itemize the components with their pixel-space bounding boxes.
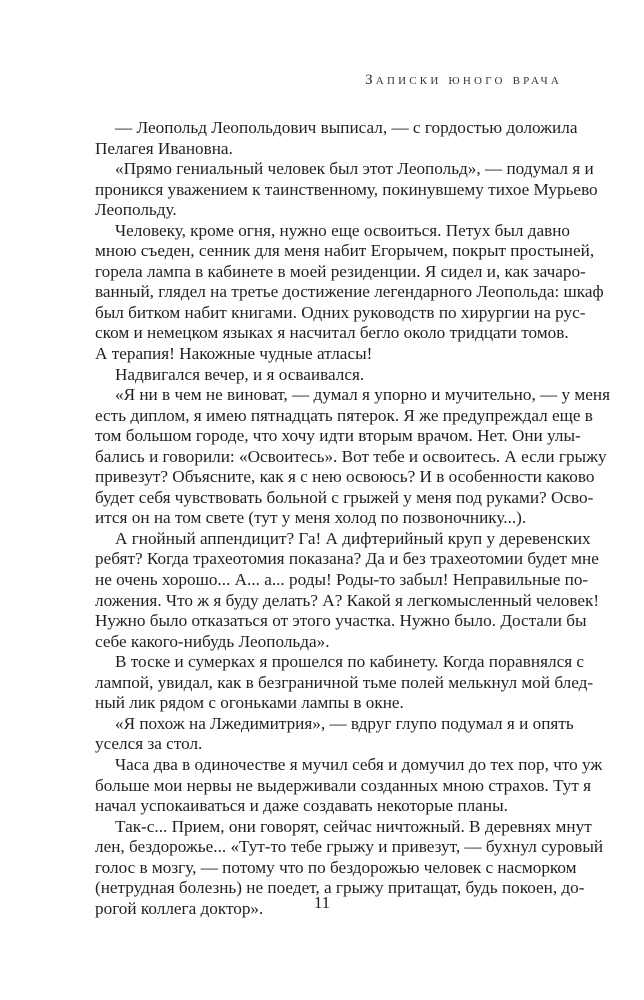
running-header: Записки юного врача — [365, 72, 562, 88]
text-line: «Я ни в чем не виноват, — думал я упорно и мучительно, — у меня — [115, 385, 611, 405]
text-line: ском и немецком языках я насчитал бегло около тридцати томов. — [95, 323, 569, 343]
text-line: Леопольду. — [95, 200, 177, 220]
text-line: бались и говорили: «Освоитесь». Вот тебе и освоитесь. А если грыжу — [95, 446, 607, 466]
text-line: Человеку, кроме огня, нужно еще освоиться. Петух был давно — [115, 220, 571, 240]
paragraph — [95, 713, 574, 755]
text-line: Часа два в одиночестве я мучил себя и домучил до тех пор, что уж — [115, 754, 603, 774]
text-line: мною съеден, сенник для меня набит Егорычем, покрыт простыней, — [95, 241, 595, 261]
text-line: лен, бездорожье... «Тут-то тебе грыжу и привезут, — бухнул суровый — [95, 837, 604, 857]
text-line: (нетрудная болезнь) не поедет, а грыжу притащат, будь покоен, до- — [95, 878, 585, 898]
text-line: ложения. Что ж я буду делать? А? Какой я легкомысленный человек! — [95, 590, 600, 610]
text-line: — Леопольд Леопольдович выписал, — с гордостью доложила — [115, 118, 578, 137]
text-line: А гнойный аппендицит? Га! А дифтерийный круп у деревенских — [115, 528, 591, 548]
text-line: начал успокаиваться и даже создавать некоторые планы. — [95, 796, 508, 816]
text-line: ребят? Когда трахеотомия показана? Да и без трахеотомии будет мне — [95, 549, 599, 569]
body-text — [95, 118, 611, 919]
paragraph — [95, 220, 604, 365]
text-line: горела лампа в кабинете в моей резиденции. Я сидел и, как зачаро- — [95, 261, 586, 281]
text-line: том большом городе, что хочу идти вторым врачом. Нет. Они улы- — [95, 426, 581, 446]
text-line: себе какого-нибудь Леопольда». — [95, 631, 330, 651]
text-line: Надвигался вечер, и я осваивался. — [115, 364, 365, 384]
page-number: 11 — [313, 893, 331, 912]
paragraph — [95, 652, 594, 714]
paragraph — [95, 159, 598, 221]
text-line: был битком набит книгами. Одних руководств по хирургии на рус- — [95, 302, 586, 322]
text-line: уселся за стол. — [95, 734, 203, 754]
text-line: больше мои нервы не выдерживали созданных мною страхов. Тут я — [95, 775, 592, 795]
paragraph — [95, 118, 578, 159]
text-line: не очень хорошо... А... а... роды! Роды-то забыл! Неправильные по- — [95, 570, 589, 590]
text-line: голос в мозгу, — потому что по бездорожью человек с насморком — [95, 857, 577, 877]
text-line: ванный, глядел на третье достижение легендарного Леопольда: шкаф — [95, 282, 604, 302]
text-line: «Я похож на Лжедимитрия», — вдруг глупо подумал я и опять — [115, 713, 574, 733]
text-line: «Прямо гениальный человек был этот Леопольд», — подумал я и — [115, 159, 594, 179]
text-line: есть диплом, я имею пятнадцать пятерок. Я же предупреждал еще в — [95, 405, 593, 425]
text-line: проникся уважением к таинственному, покинувшему тихое Мурьево — [95, 179, 598, 199]
text-line: лампой, увидал, как в безграничной тьме полей мелькнул мой блед- — [95, 672, 594, 692]
paragraph — [95, 385, 611, 529]
text-line: А терапия! Накожные чудные атласы! — [95, 344, 373, 364]
text-line: привезут? Объясните, как я с нею освоюсь? И в особенности каково — [95, 467, 595, 487]
text-line: Пелагея Ивановна. — [95, 138, 233, 158]
paragraph — [95, 365, 563, 386]
text-line: будет себя чувствовать больной с грыжей у меня под руками? Осво- — [95, 487, 594, 507]
text-line: ный лик рядом с огоньками лампы в окне. — [95, 693, 404, 713]
text-line: ится он на том свете (тут у меня холод по позвоночнику...). — [95, 508, 527, 528]
text-line: Нужно было отказаться от этого участка. Нужно было. Достали бы — [95, 611, 587, 631]
paragraph — [95, 528, 600, 652]
text-line: рогой коллега доктор». — [95, 898, 264, 918]
text-line: В тоске и сумерках я прошелся по кабинету. Когда поравнялся с — [115, 652, 585, 672]
paragraph — [95, 754, 603, 817]
text-line: Так-с... Прием, они говорят, сейчас ничтожный. В деревнях мнут — [115, 816, 592, 836]
